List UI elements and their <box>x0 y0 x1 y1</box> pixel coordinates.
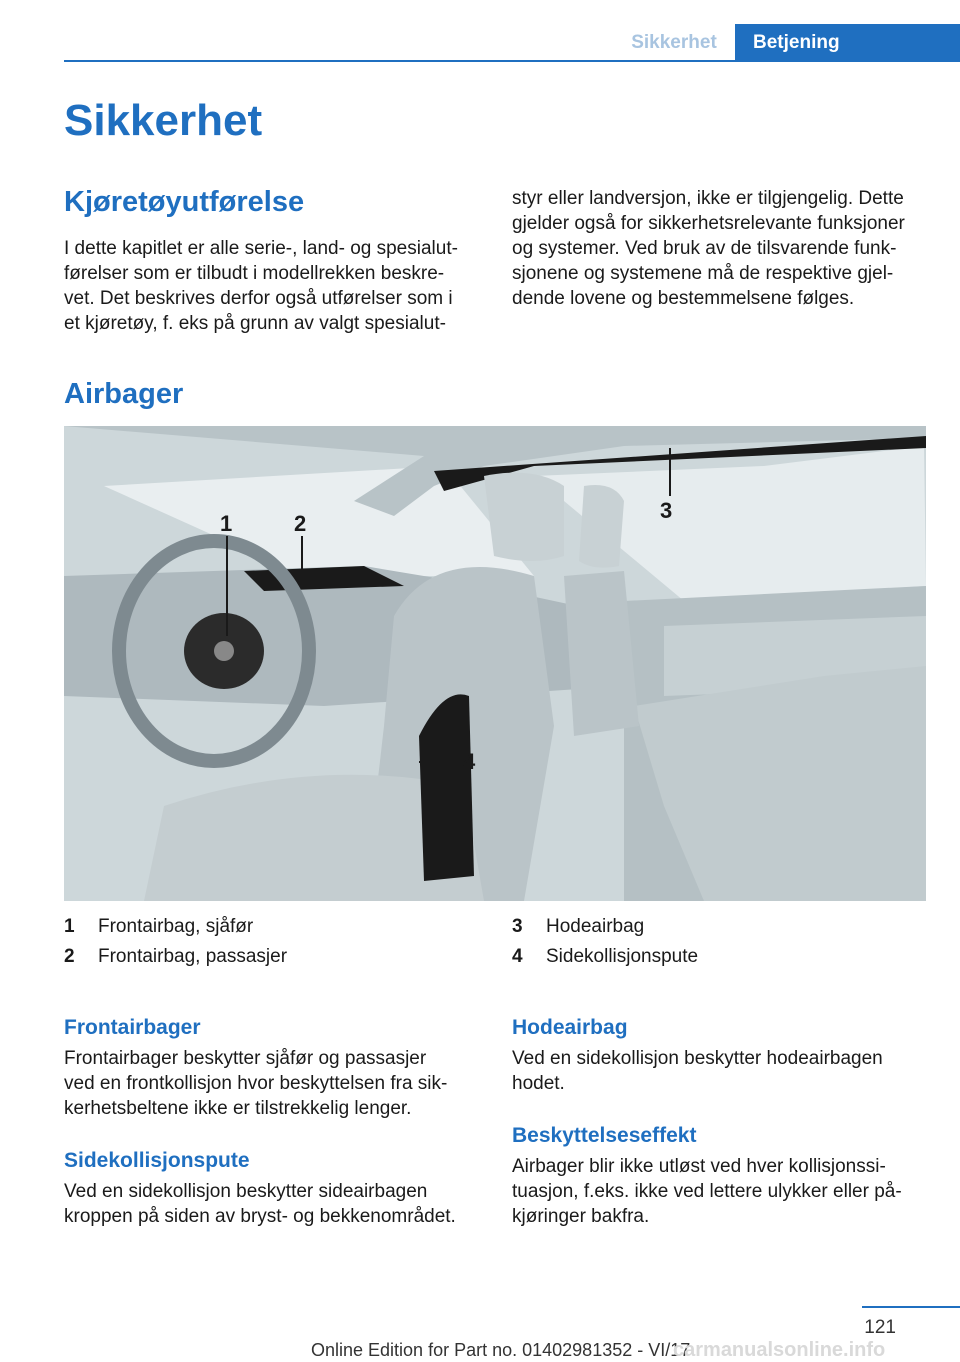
text-line: Ved en sidekollisjon beskytter sideairbagen <box>64 1181 428 1202</box>
callout-4: 4 <box>463 749 476 774</box>
text-line: I dette kapitlet er alle serie-, land- og spesialut- <box>64 238 458 259</box>
legend-item <box>64 916 464 942</box>
legend-item <box>512 946 912 972</box>
heading-beskyttelseseffekt: Beskyttelseseffekt <box>512 1124 697 1147</box>
car-interior-drawing <box>64 426 926 901</box>
text-line: et kjøretøy, f. eks på grunn av valgt spesialut- <box>64 313 446 334</box>
header-tabs <box>613 24 960 62</box>
header-rule <box>64 60 960 62</box>
text-line: sjonene og systemene må de respektive gjel- <box>512 263 894 284</box>
footer-rule <box>862 1306 960 1308</box>
text-line: Airbager blir ikke utløst ved hver kollisjonssi- <box>512 1156 886 1177</box>
legend-item <box>512 916 912 942</box>
page-number: 121 <box>864 1317 896 1338</box>
text-line: Ved en sidekollisjon beskytter hodeairbagen <box>512 1048 883 1069</box>
text-line: kjøringer bakfra. <box>512 1206 650 1227</box>
text-line: hodet. <box>512 1073 565 1094</box>
heading-kjoretoyutforelse: Kjøretøyutførelse <box>64 186 305 218</box>
edition-note: Online Edition for Part no. 01402981352 - VI/17 <box>311 1340 691 1360</box>
legend-number: 3 <box>512 916 523 937</box>
text-line: dende lovene og bestemmelsene følges. <box>512 288 855 309</box>
text-line: førelser som er tilbudt i modellrekken beskre- <box>64 263 445 284</box>
callout-3: 3 <box>660 498 673 523</box>
tab-betjening[interactable]: Betjening <box>735 24 960 62</box>
legend-label: Hodeairbag <box>546 916 645 937</box>
heading-sidekollisjonspute: Sidekollisjonspute <box>64 1149 250 1172</box>
tab-sikkerhet[interactable]: Sikkerhet <box>631 32 717 53</box>
legend-label: Frontairbag, sjåfør <box>98 916 254 937</box>
legend-label: Sidekollisjonspute <box>546 946 699 967</box>
frontairbager-text <box>64 1046 484 1121</box>
intro-text-right <box>512 186 932 311</box>
text-line: kerhetsbeltene ikke er tilstrekkelig lenger. <box>64 1098 412 1119</box>
heading-frontairbager: Frontairbager <box>64 1016 201 1039</box>
text-line: tuasjon, f.eks. ikke ved lettere ulykker eller på- <box>512 1181 902 1202</box>
airbag-illustration <box>64 426 926 901</box>
legend-label: Frontairbag, passasjer <box>98 946 288 967</box>
legend-item <box>64 946 464 972</box>
text-line: Frontairbager beskytter sjåfør og passasjer <box>64 1048 427 1069</box>
text-line: kroppen på siden av bryst- og bekkenområdet. <box>64 1206 456 1227</box>
legend-number: 4 <box>512 946 523 967</box>
callout-1: 1 <box>220 511 233 536</box>
legend-number: 2 <box>64 946 75 967</box>
watermark: carmanualsonline.info <box>673 1339 886 1361</box>
page-title: Sikkerhet <box>64 96 263 145</box>
legend-number: 1 <box>64 916 75 937</box>
sidekollisjonspute-text <box>64 1179 484 1229</box>
heading-airbager: Airbager <box>64 378 184 410</box>
heading-hodeairbag: Hodeairbag <box>512 1016 628 1039</box>
intro-text-left <box>64 236 484 336</box>
text-line: vet. Det beskrives derfor også utførelser som i <box>64 288 453 309</box>
text-line: ved en frontkollisjon hvor beskyttelsen fra sik- <box>64 1073 448 1094</box>
hodeairbag-text <box>512 1046 932 1096</box>
beskyttelseseffekt-text <box>512 1154 932 1229</box>
callout-2: 2 <box>294 511 307 536</box>
text-line: og systemer. Ved bruk av de tilsvarende funk- <box>512 238 897 259</box>
text-line: styr eller landversjon, ikke er tilgjengelig. Dette <box>512 188 904 209</box>
text-line: gjelder også for sikkerhetsrelevante funksjoner <box>512 213 905 234</box>
